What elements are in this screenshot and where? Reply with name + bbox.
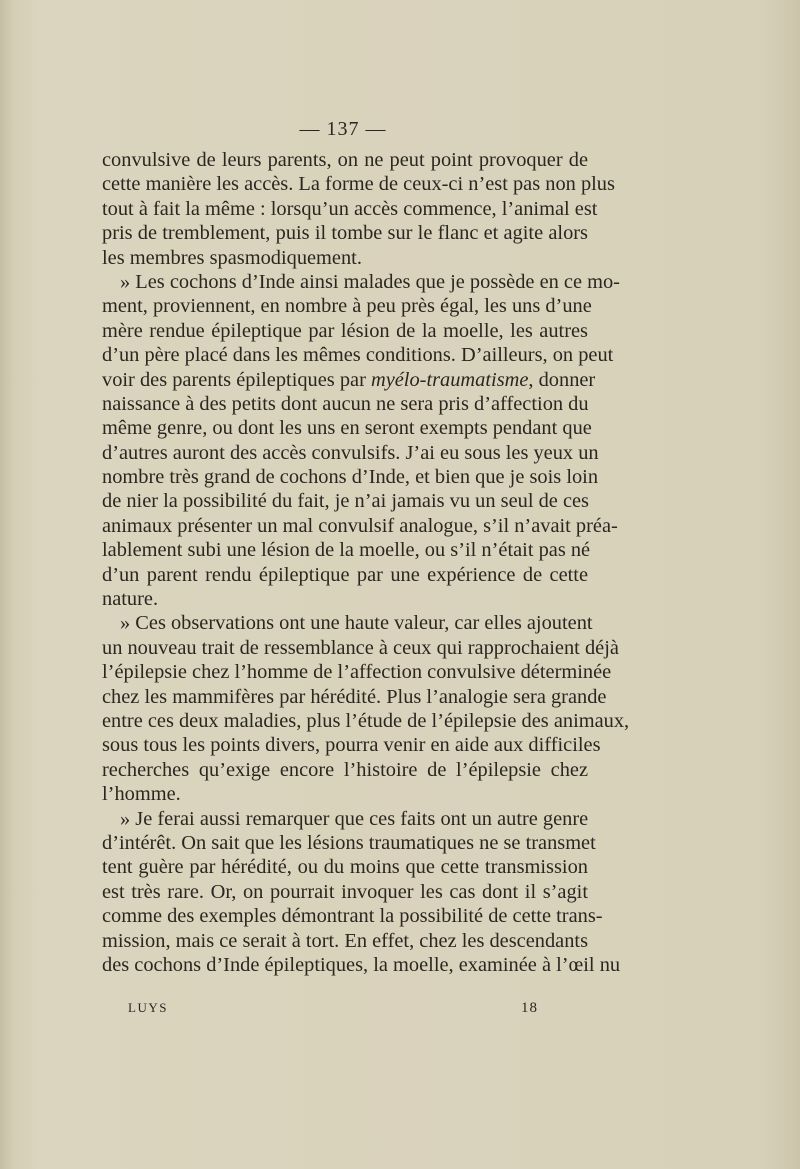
text-line: des cochons d’Inde épileptiques, la moelle, examinée à l’œil nu xyxy=(102,953,621,976)
text-line: d’un parent rendu épileptique par une expérience de cette xyxy=(102,563,588,586)
italic-term: myélo-traumatisme xyxy=(370,368,529,391)
text-segment: voir des parents épileptiques par xyxy=(102,368,371,391)
text-line: pris de tremblement, puis il tombe sur le flanc et agite alors xyxy=(102,222,588,245)
text-line: d’autres auront des accès convulsifs. J’ai eu sous les yeux un xyxy=(102,441,599,464)
text-line: nombre très grand de cochons d’Inde, et bien que je sois loin xyxy=(102,466,599,489)
text-line: même genre, ou dont les uns en seront exempts pendant que xyxy=(102,417,592,440)
text-line: mère rendue épileptique par lésion de la moelle, les autres xyxy=(102,319,588,342)
text-line: mission, mais ce serait à tort. En effet, chez les descendants xyxy=(102,929,588,952)
sheet-number: 18 xyxy=(521,1000,538,1016)
text-line: recherches qu’exige encore l’histoire de l’épilepsie chez xyxy=(102,758,588,781)
text-line: de nier la possibilité du fait, je n’ai jamais vu un seul de ces xyxy=(102,490,589,513)
paragraph-start-line: » Ces observations ont une haute valeur, car elles ajoutent xyxy=(120,612,593,635)
text-line: ment, proviennent, en nombre à peu près égal, les uns d’une xyxy=(102,295,592,318)
paragraph-start-line: » Les cochons d’Inde ainsi malades que je possède en ce mo- xyxy=(120,270,620,293)
text-segment: , donner xyxy=(528,368,596,391)
text-line: tout à fait la même : lorsqu’un accès commence, l’animal est xyxy=(102,197,598,220)
text-line: l’épilepsie chez l’homme de l’affection convulsive déterminée xyxy=(102,661,612,684)
text-line: comme des exemples démontrant la possibilité de cette trans- xyxy=(102,905,603,928)
text-line: l’homme. xyxy=(102,783,181,806)
page-number: — 137 — xyxy=(299,118,387,140)
text-line: un nouveau trait de ressemblance à ceux qui rapprochaient déjà xyxy=(102,636,619,659)
signature-mark: LUYS xyxy=(128,1000,168,1015)
page-footer xyxy=(128,1000,538,1017)
text-line: tent guère par hérédité, ou du moins que cette transmission xyxy=(102,856,588,879)
body-text xyxy=(102,148,630,977)
text-line: entre ces deux maladies, plus l’étude de l’épilepsie des animaux, xyxy=(102,709,630,732)
text-line-with-italic xyxy=(102,368,596,392)
text-line: lablement subi une lésion de la moelle, ou s’il n’était pas né xyxy=(102,539,591,562)
text-line: est très rare. Or, on pourrait invoquer les cas dont il s’agit xyxy=(102,880,588,903)
text-line: les membres spasmodiquement. xyxy=(102,246,362,269)
text-line: animaux présenter un mal convulsif analogue, s’il n’avait préa- xyxy=(102,514,618,537)
text-line: convulsive de leurs parents, on ne peut point provoquer de xyxy=(102,149,588,171)
text-line: sous tous les points divers, pourra venir en aide aux difficiles xyxy=(102,734,601,757)
text-line: nature. xyxy=(102,588,159,611)
text-line: chez les mammifères par hérédité. Plus l’analogie sera grande xyxy=(102,685,607,708)
text-line: d’un père placé dans les mêmes conditions. D’ailleurs, on peut xyxy=(102,344,614,367)
text-line: d’intérêt. On sait que les lésions traumatiques ne se transmet xyxy=(102,831,596,854)
paragraph-start-line: » Je ferai aussi remarquer que ces faits ont un autre genre xyxy=(120,807,589,830)
text-line: cette manière les accès. La forme de ceux-ci n’est pas non plus xyxy=(102,173,615,196)
text-line: naissance à des petits dont aucun ne sera pris d’affection du xyxy=(102,392,589,415)
